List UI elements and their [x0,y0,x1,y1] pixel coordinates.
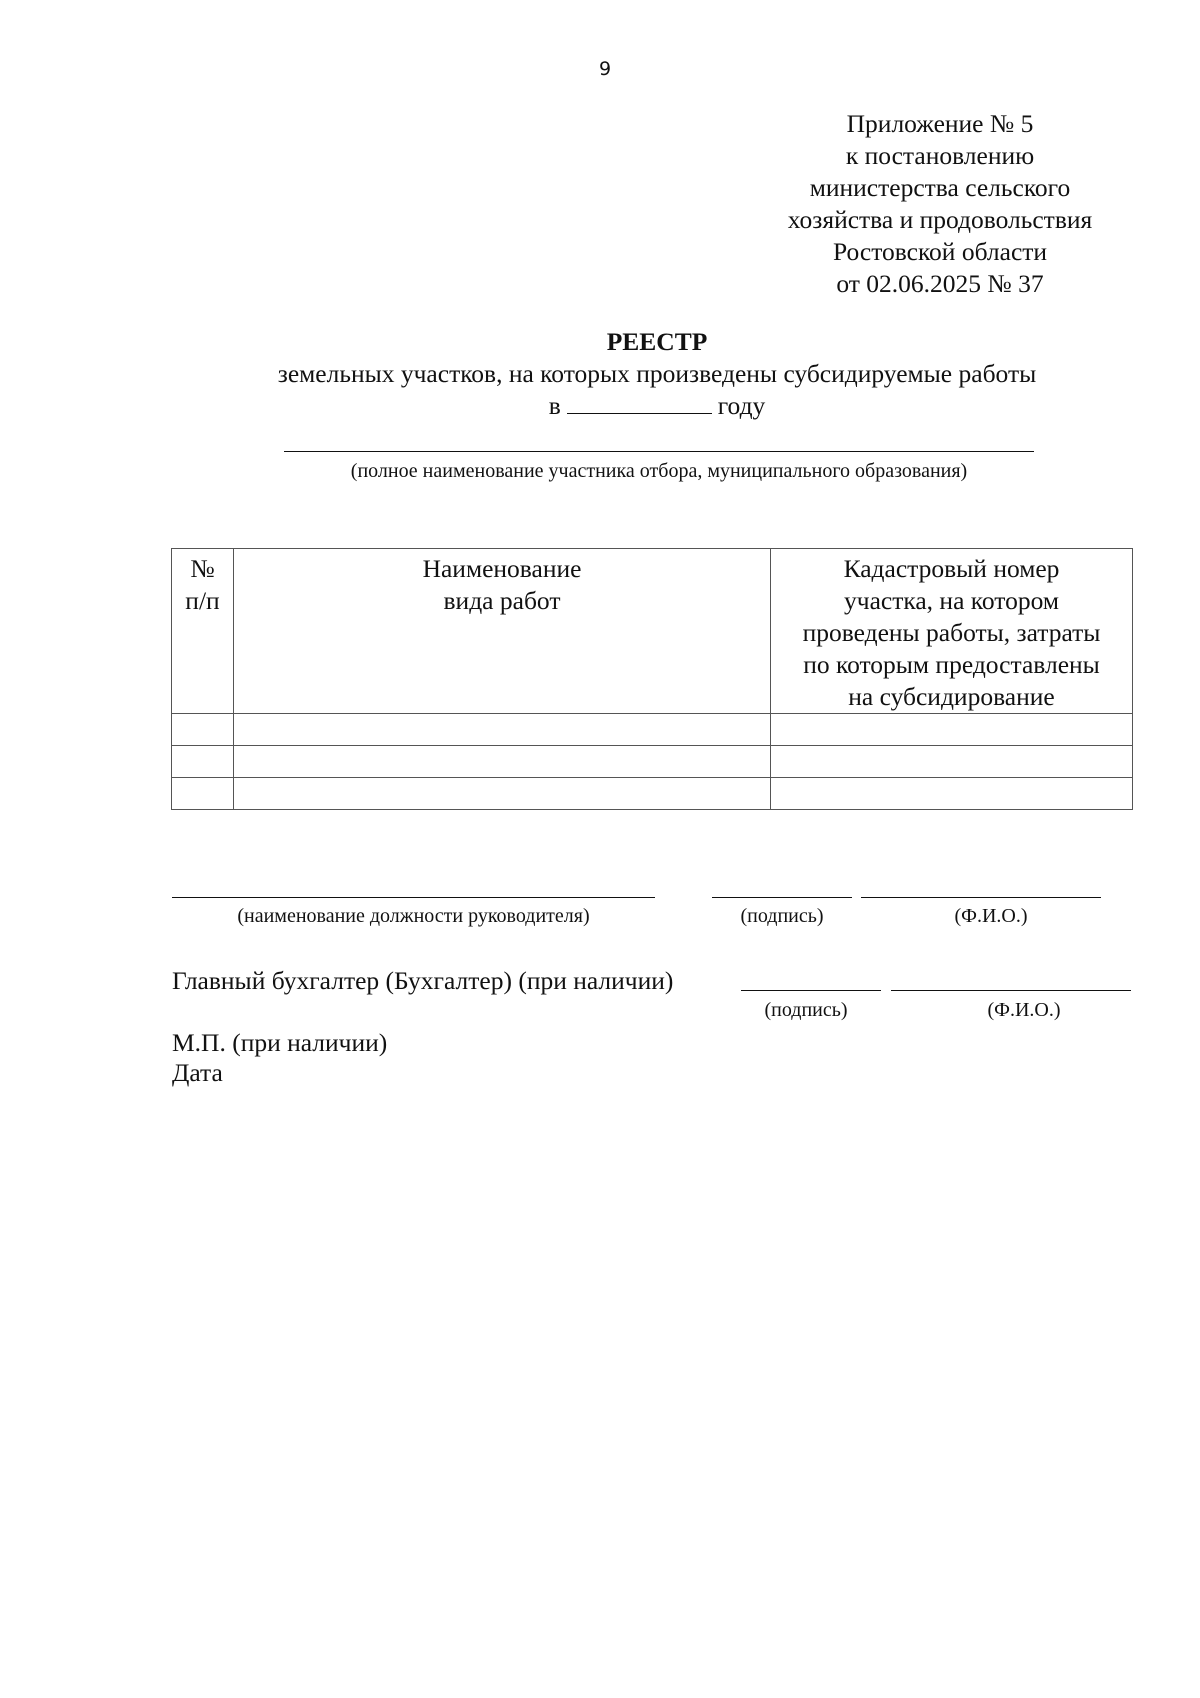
accountant-name-caption: (Ф.И.О.) [987,999,1061,1021]
year-line [0,391,1200,421]
position-caption: (наименование должности руководителя) [237,905,590,927]
participant-caption: (полное наименование участника отбора, муниципального образования) [350,460,968,482]
seal-label: М.П. (при наличии) [172,1028,388,1057]
participant-name-line[interactable] [284,451,1034,452]
name-caption: (Ф.И.О.) [954,905,1028,927]
page-number: 9 [598,58,612,80]
registry-table [171,548,1133,810]
table-cell[interactable] [771,714,1133,746]
table-row [172,746,1133,778]
table-header-row [172,549,1133,714]
appendix-line: хозяйства и продовольствия [787,205,1093,234]
document-title: РЕЕСТР [606,327,708,356]
table-cell[interactable] [771,778,1133,810]
appendix-header [740,108,1140,300]
signature-caption: (подпись) [740,905,824,927]
table-cell[interactable] [172,714,234,746]
appendix-line: Приложение № 5 [846,109,1034,138]
year-suffix: году [717,391,766,420]
accountant-signature-caption: (подпись) [764,999,848,1021]
appendix-line: министерства сельского [809,173,1071,202]
table-row [172,714,1133,746]
appendix-line: Ростовской области [832,237,1048,266]
table-cell[interactable] [234,714,771,746]
year-prefix: в [548,391,561,420]
table-cell[interactable] [172,778,234,810]
appendix-line: от 02.06.2025 № 37 [836,269,1044,298]
header-cadastral-number [771,549,1133,714]
table-cell[interactable] [172,746,234,778]
accountant-label: Главный бухгалтер (Бухгалтер) (при наличии) [172,966,674,995]
table-cell[interactable] [234,778,771,810]
year-blank-field[interactable] [567,391,712,414]
signature-line[interactable] [712,897,852,898]
appendix-line: к постановлению [845,141,1035,170]
table-row [172,778,1133,810]
header-work-type [234,549,771,714]
document-subtitle: земельных участков, на которых произведены субсидируемые работы [277,359,1037,388]
table-cell[interactable] [771,746,1133,778]
header-cadastral-label: Кадастровый номер участка, на котором проведены работы, затраты по которым предоставлены на субсидирование [802,554,1101,711]
header-work-type-label: Наименование вида работ [422,554,582,615]
header-number-label: № п/п [185,554,220,615]
table-cell[interactable] [234,746,771,778]
position-line[interactable] [172,897,655,898]
date-label: Дата [172,1058,223,1087]
accountant-name-line[interactable] [891,990,1131,991]
name-line[interactable] [861,897,1101,898]
header-number [172,549,234,714]
accountant-signature-line[interactable] [741,990,881,991]
